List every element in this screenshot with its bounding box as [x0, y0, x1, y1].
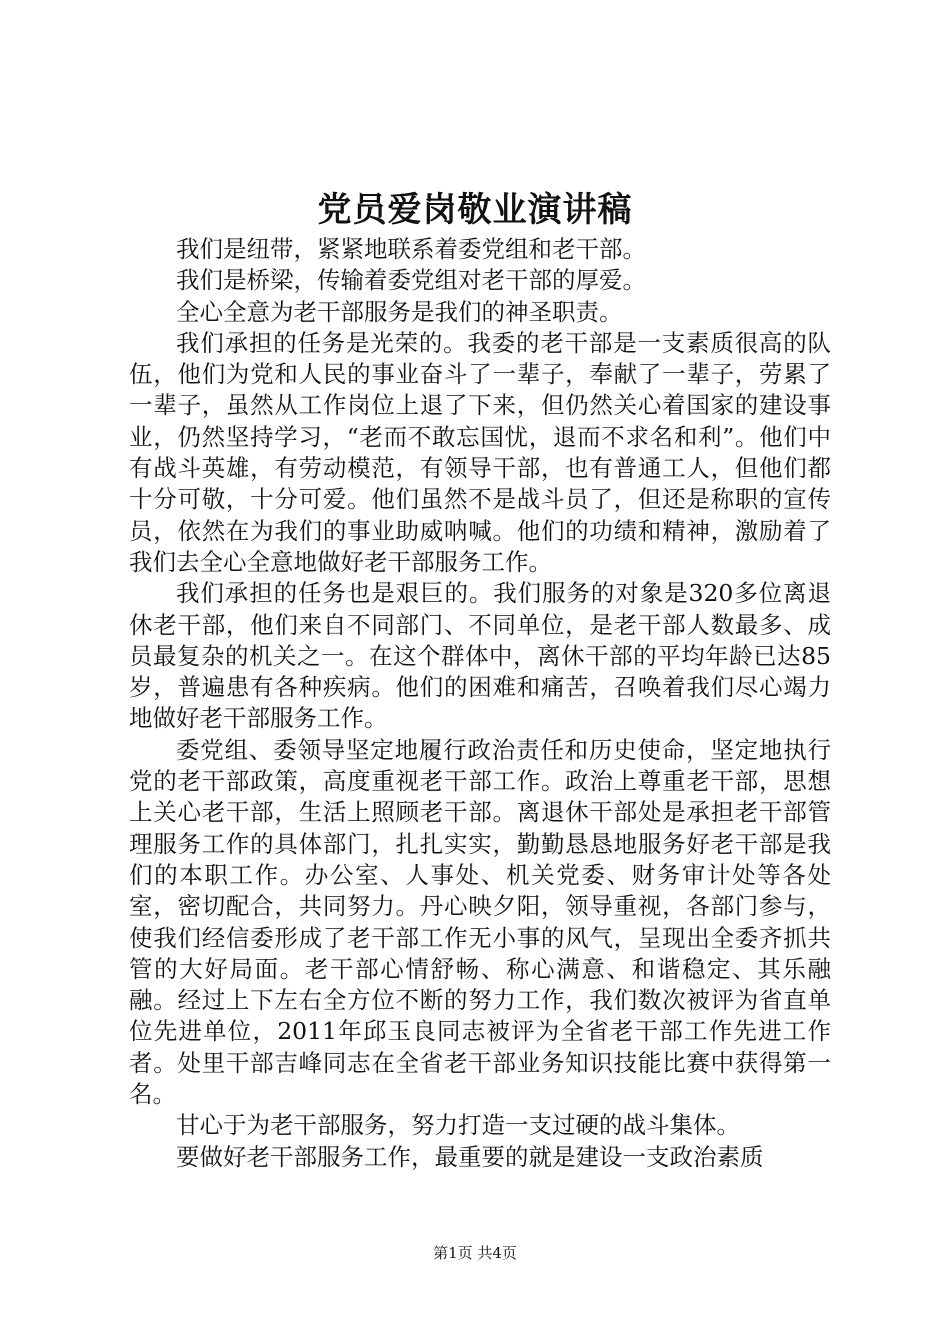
paragraph-8: 要做好老干部服务工作，最重要的就是建设一支政治素质	[176, 1142, 764, 1171]
paragraph-2: 我们是桥梁，传输着委党组对老干部的厚爱。	[176, 266, 646, 295]
paragraph-7: 甘心于为老干部服务，努力打造一支过硬的战斗集体。	[176, 1111, 740, 1140]
paragraph-3: 全心全意为老干部服务是我们的神圣职责。	[176, 297, 623, 326]
paragraph-6: 委党组、委领导坚定地履行政治责任和历史使命，坚定地执行党的老干部政策，高度重视老干部工作。政治上尊重老干部，思想上关心老干部，生活上照顾老干部。离退休干部处是承担老干部管理服务工作的具体部门，扎扎实实，勤勤恳恳地服务好老干部是我们的本职工作。办公室、人事处、机关党委、财务审计处等各处室，密切配合，共同努力。丹心映夕阳，领导重视，各部门参与，使我们经信委形成了老干部工作无小事的风气，呈现出全委齐抓共管的大好局面。老干部心情舒畅、称心满意、和谐稳定、其乐融融。经过上下左右全方位不断的努力工作，我们数次被评为省直单位先进单位，2011年邱玉良同志被评为全省老干部工作先进工作者。处里干部吉峰同志在全省老干部业务知识技能比赛中获得第一名。	[129, 735, 831, 1109]
paragraph-1: 我们是纽带，紧紧地联系着委党组和老干部。	[176, 235, 646, 263]
page-number-footer: 第1页 共4页	[433, 1244, 517, 1262]
document-title: 党员爱岗敬业演讲稿	[317, 190, 633, 230]
document-body	[129, 234, 831, 1173]
paragraph-4: 我们承担的任务是光荣的。我委的老干部是一支素质很高的队伍，他们为党和人民的事业奋斗了一辈子，奉献了一辈子，劳累了一辈子，虽然从工作岗位上退了下来，但仍然关心着国家的建设事业，仍然坚持学习，“老而不敢忘国忧，退而不求名和利”。他们中有战斗英雄，有劳动模范，有领导干部，也有普通工人，但他们都十分可敬，十分可爱。他们虽然不是战斗员了，但还是称职的宣传员，依然在为我们的事业助威呐喊。他们的功绩和精神，激励着了我们去全心全意地做好老干部服务工作。	[129, 328, 831, 576]
paragraph-5: 我们承担的任务也是艰巨的。我们服务的对象是320多位离退休老干部，他们来自不同部门、不同单位，是老干部人数最多、成员最复杂的机关之一。在这个群体中，离休干部的平均年龄已达85岁，普遍患有各种疾病。他们的困难和痛苦，召唤着我们尽心竭力地做好老干部服务工作。	[129, 579, 831, 733]
